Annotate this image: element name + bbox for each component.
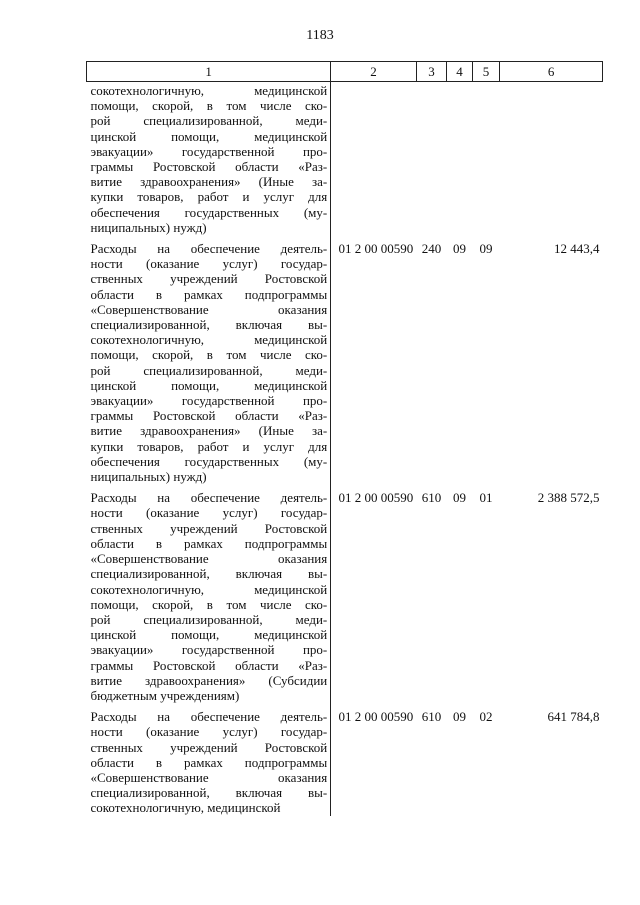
description-line: помощи, скорой, в том числе ско- [90,596,328,612]
row-description [87,484,331,703]
description-line: сокотехнологичную, медицинской [90,83,328,98]
section-code: 09 [452,709,466,725]
description-line: специализированной, включая вы- [90,566,328,582]
header-col-3: 3 [416,62,447,82]
description-line: ственных учреждений Ростовской [90,520,328,536]
description-line: рой специализированной, меди- [90,362,328,378]
description-line: ниципальных) нужд) [90,469,207,485]
description-line: Расходы на обеспечение деятель- [90,241,328,257]
description-line: ственных учреждений Ростовской [90,271,328,287]
section-code: 09 [452,490,466,506]
description-line: граммы Ростовской области «Раз- [90,657,328,673]
description-line: области в рамках подпрограммы [90,754,328,770]
expense-type: 610 [421,709,442,725]
description-line: специализированной, включая вы- [90,317,328,333]
description-line: цинской помощи, медицинской [90,377,328,393]
table-row [87,484,603,703]
description-line: цинской помощи, медицинской [90,627,328,643]
description-line: Расходы на обеспечение деятель- [90,709,328,725]
description-line: помощи, скорой, в том числе ско- [90,98,328,114]
description-line: рой специализированной, меди- [90,611,328,627]
amount-value: 641 784,8 [547,709,600,725]
description-line: «Совершенствование оказания [90,301,328,317]
description-line: бюджетным учреждениям) [90,687,240,703]
row-description [87,82,331,236]
description-line: граммы Ростовской области «Раз- [90,408,328,424]
target-article-code: 01 2 00 00590 [338,490,414,506]
description-line: рой специализированной, меди- [90,113,328,129]
table-row [87,703,603,815]
header-col-1: 1 [87,62,331,82]
table-header-row [87,62,603,82]
subsection-code [472,82,499,236]
section-code [447,82,472,236]
target-article-code: 01 2 00 00590 [338,241,414,257]
header-col-2: 2 [331,62,416,82]
expense-type: 240 [421,241,442,257]
amount-value: 2 388 572,5 [537,490,600,506]
page-number: 1183 [306,28,334,43]
target-article-code [331,82,416,236]
header-col-4: 4 [447,62,472,82]
header-col-6: 6 [500,62,603,82]
description-line: купки товаров, работ и услуг для [90,438,328,454]
description-line: сокотехнологичную, медицинской [90,800,281,816]
target-article-code: 01 2 00 00590 [338,709,414,725]
description-line: ственных учреждений Ростовской [90,739,328,755]
description-line: эвакуации» государственной про- [90,143,328,159]
description-line: ности (оказание услуг) государ- [90,724,328,740]
description-line: «Совершенствование оказания [90,551,328,567]
budget-table [86,61,603,816]
description-line: витие здравоохранения» (Иные за- [90,423,328,439]
row-description [87,703,331,815]
subsection-code: 02 [479,709,493,725]
row-description [87,235,331,484]
section-code: 09 [452,241,466,257]
description-line: эвакуации» государственной про- [90,642,328,658]
description-line: купки товаров, работ и услуг для [90,189,328,205]
description-line: обеспечения государственных (му- [90,453,328,469]
description-line: специализированной, включая вы- [90,785,328,801]
description-line: граммы Ростовской области «Раз- [90,159,328,175]
description-line: витие здравоохранения» (Иные за- [90,174,328,190]
description-line: витие здравоохранения» (Субсидии [90,672,328,688]
description-line: области в рамках подпрограммы [90,535,328,551]
description-line: обеспечения государственных (му- [90,204,328,220]
description-line: ности (оказание услуг) государ- [90,505,328,521]
table-body [87,82,603,816]
description-line: ниципальных) нужд) [90,219,207,235]
description-line: цинской помощи, медицинской [90,128,328,144]
table-row [87,82,603,236]
subsection-code: 01 [479,490,493,506]
expense-type: 610 [421,490,442,506]
expense-type [416,82,447,236]
amount-value: 12 443,4 [554,241,600,257]
description-line: помощи, скорой, в том числе ско- [90,347,328,363]
amount-value [500,82,603,236]
description-line: «Совершенствование оказания [90,769,328,785]
description-line: Расходы на обеспечение деятель- [90,490,328,506]
description-line: сокотехнологичную, медицинской [90,332,328,348]
description-line: области в рамках подпрограммы [90,286,328,302]
header-col-5: 5 [472,62,499,82]
table-row [87,235,603,484]
description-line: сокотехнологичную, медицинской [90,581,328,597]
description-line: эвакуации» государственной про- [90,393,328,409]
description-line: ности (оказание услуг) государ- [90,256,328,272]
subsection-code: 09 [479,241,493,257]
